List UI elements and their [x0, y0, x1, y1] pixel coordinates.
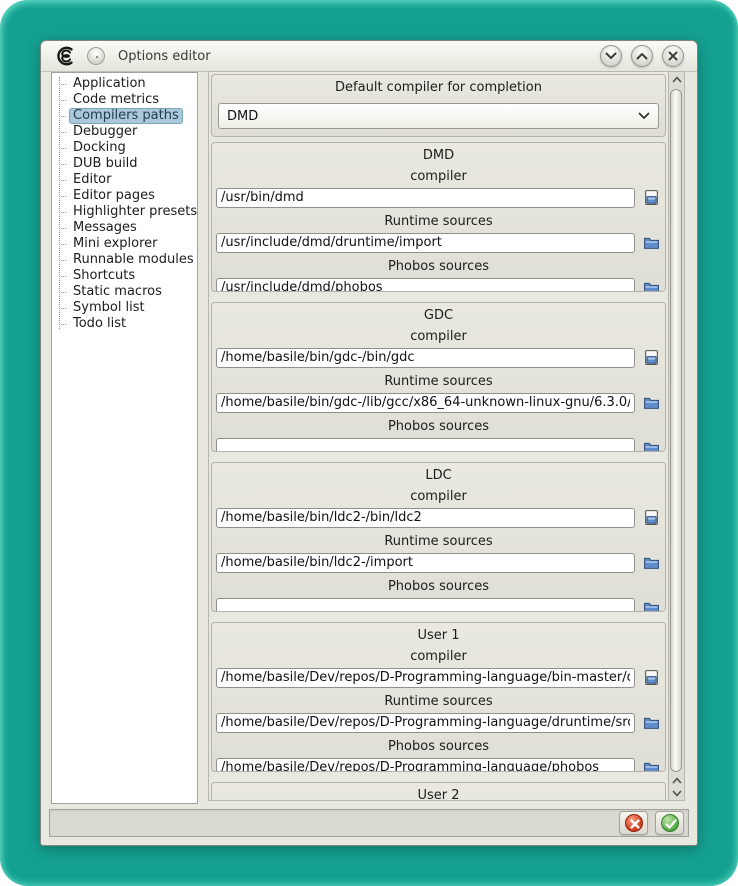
chevron-down-icon [605, 52, 617, 60]
scrollbar-track[interactable] [669, 87, 684, 774]
sidebar-item-label: Editor [73, 172, 112, 187]
file-icon [643, 509, 660, 526]
compiler-group [211, 302, 666, 452]
sidebar-item[interactable] [52, 252, 197, 268]
field-label: Runtime sources [384, 694, 493, 709]
path-input[interactable] [216, 598, 635, 613]
sidebar-item-label: Editor pages [73, 188, 155, 203]
file-icon [643, 189, 660, 206]
scroll-up-button[interactable] [669, 72, 684, 87]
browse-folder-button[interactable] [640, 758, 662, 773]
sidebar-item-label: Mini explorer [73, 236, 158, 251]
options-scrollbox [208, 71, 685, 801]
field-label: Runtime sources [384, 534, 493, 549]
browse-folder-button[interactable] [640, 393, 662, 413]
group-title: DMD [422, 148, 455, 163]
sidebar-item[interactable] [52, 268, 197, 284]
group-fields [212, 649, 665, 772]
path-input[interactable] [216, 713, 635, 733]
group-fields [212, 169, 665, 292]
browse-folder-button[interactable] [640, 233, 662, 253]
groups-viewport [209, 72, 668, 800]
chevron-down-icon [672, 790, 682, 797]
path-input[interactable] [216, 348, 635, 368]
cancel-button[interactable] [619, 811, 648, 835]
chevron-up-icon [636, 52, 648, 60]
group-title: User 1 [417, 628, 460, 643]
path-input[interactable] [216, 393, 635, 413]
field-row [212, 437, 665, 452]
field-label: Phobos sources [387, 579, 490, 594]
sidebar-item-label: Compilers paths [69, 108, 183, 124]
sidebar-item[interactable] [52, 316, 197, 332]
field-label: compiler [410, 649, 467, 664]
accept-button[interactable] [655, 811, 684, 835]
sidebar-item-label: DUB build [73, 156, 138, 171]
chevron-up-icon [672, 777, 682, 784]
field-label: Runtime sources [384, 214, 493, 229]
window-controls [600, 45, 684, 67]
sidebar-item[interactable] [52, 124, 197, 140]
folder-icon [643, 714, 660, 731]
sidebar-item-label: Highlighter presets [73, 204, 198, 219]
sidebar-item-label: Docking [73, 140, 126, 155]
path-input[interactable] [216, 233, 635, 253]
default-compiler-group [211, 74, 666, 137]
splitter[interactable] [198, 72, 208, 804]
minimize-button[interactable] [600, 45, 622, 67]
compiler-group-partial [211, 782, 666, 800]
sidebar-item-label: Application [73, 76, 146, 91]
folder-icon [643, 394, 660, 411]
field-label: Runtime sources [384, 374, 493, 389]
scroll-down-button[interactable] [669, 787, 684, 800]
path-input[interactable] [216, 553, 635, 573]
accept-icon [661, 814, 679, 832]
path-input[interactable] [216, 188, 635, 208]
tree-connector [59, 212, 66, 213]
sidebar-item[interactable] [52, 92, 197, 108]
compiler-group [211, 462, 666, 612]
browse-file-button[interactable] [640, 508, 662, 528]
field-row [212, 187, 665, 208]
field-label: compiler [410, 329, 467, 344]
field-row [212, 347, 665, 368]
sidebar-item[interactable] [52, 204, 197, 220]
browse-folder-button[interactable] [640, 713, 662, 733]
folder-icon [643, 439, 660, 452]
folder-icon [643, 279, 660, 292]
tree-connector [59, 260, 66, 261]
field-row [212, 597, 665, 612]
sidebar-item[interactable] [52, 156, 197, 172]
field-row [212, 232, 665, 253]
group-fields [212, 329, 665, 452]
tree-connector [59, 196, 66, 197]
browse-folder-button[interactable] [640, 278, 662, 293]
titlebar [41, 41, 697, 72]
sidebar-item[interactable] [52, 236, 197, 252]
group-title: LDC [425, 468, 452, 483]
tree-connector [59, 324, 66, 325]
field-row [212, 757, 665, 772]
sidebar-item-label: Shortcuts [73, 268, 136, 283]
path-input[interactable] [216, 758, 635, 773]
browse-folder-button[interactable] [640, 553, 662, 573]
browse-file-button[interactable] [640, 188, 662, 208]
field-label: Phobos sources [387, 739, 490, 754]
group-fields [212, 489, 665, 612]
sidebar-item[interactable] [52, 300, 197, 316]
path-input[interactable] [216, 508, 635, 528]
field-label: compiler [410, 169, 467, 184]
window-menu-button[interactable] [87, 47, 105, 65]
close-button[interactable] [662, 45, 684, 67]
tree-connector [59, 308, 66, 309]
tree-connector [59, 292, 66, 293]
field-label: Phobos sources [387, 419, 490, 434]
default-compiler-combobox[interactable] [218, 103, 659, 129]
field-row [212, 667, 665, 688]
folder-icon [643, 554, 660, 571]
sidebar-item[interactable] [52, 188, 197, 204]
browse-file-button[interactable] [640, 668, 662, 688]
window-title: Options editor [118, 48, 211, 64]
group-title: GDC [423, 308, 454, 323]
tree-connector [59, 228, 66, 229]
field-label: compiler [410, 489, 467, 504]
sidebar-item-label: Static macros [73, 284, 162, 299]
chevron-up-icon [672, 76, 682, 83]
tree-connector [59, 132, 66, 133]
sidebar-item[interactable] [52, 284, 197, 300]
browse-folder-button[interactable] [640, 598, 662, 613]
path-input[interactable] [216, 438, 635, 453]
file-icon [643, 349, 660, 366]
close-icon [668, 51, 678, 61]
groups-container [210, 142, 667, 772]
tree-connector [59, 148, 66, 149]
tree-connector [59, 116, 66, 117]
sidebar-item-label: Code metrics [73, 92, 160, 107]
sidebar-item[interactable] [52, 172, 197, 188]
maximize-button[interactable] [631, 45, 653, 67]
sidebar-item-label: Debugger [73, 124, 138, 139]
sidebar-panel [51, 72, 198, 804]
field-row [212, 392, 665, 413]
default-compiler-title: Default compiler for completion [335, 80, 542, 95]
field-row [212, 552, 665, 573]
options-editor-window [40, 40, 698, 846]
tree-connector [59, 164, 66, 165]
sidebar-item-label: Runnable modules [73, 252, 194, 267]
field-label: Phobos sources [387, 259, 490, 274]
dialog-button-bar [49, 809, 689, 837]
compiler-group [211, 142, 666, 292]
cancel-icon [625, 814, 643, 832]
group-title: User 2 [417, 788, 460, 800]
combobox-value: DMD [227, 108, 259, 124]
file-icon [643, 669, 660, 686]
folder-icon [643, 759, 660, 772]
scroll-up-secondary-button[interactable] [669, 774, 684, 787]
compiler-group [211, 622, 666, 772]
sidebar-item[interactable] [52, 108, 197, 124]
browse-folder-button[interactable] [640, 438, 662, 453]
chevron-down-icon [638, 112, 650, 120]
sidebar-item[interactable] [52, 140, 197, 156]
sidebar-item[interactable] [52, 76, 197, 92]
tree-connector [59, 84, 66, 85]
tree-connector [59, 100, 66, 101]
folder-icon [643, 599, 660, 612]
vertical-scrollbar [668, 72, 684, 800]
sidebar-item[interactable] [52, 220, 197, 236]
field-row [212, 277, 665, 292]
sidebar-item-label: Messages [73, 220, 137, 235]
field-row [212, 712, 665, 733]
tree-connector [59, 244, 66, 245]
sidebar-item-label: Symbol list [73, 300, 145, 315]
sidebar-list [52, 73, 197, 332]
scrollbar-thumb[interactable] [670, 89, 682, 772]
sidebar-item-label: Todo list [73, 316, 127, 331]
tree-connector [59, 276, 66, 277]
path-input[interactable] [216, 668, 635, 688]
folder-icon [643, 234, 660, 251]
browse-file-button[interactable] [640, 348, 662, 368]
path-input[interactable] [216, 278, 635, 293]
field-row [212, 507, 665, 528]
coedit-logo-icon [55, 45, 77, 67]
tree-connector [59, 180, 66, 181]
